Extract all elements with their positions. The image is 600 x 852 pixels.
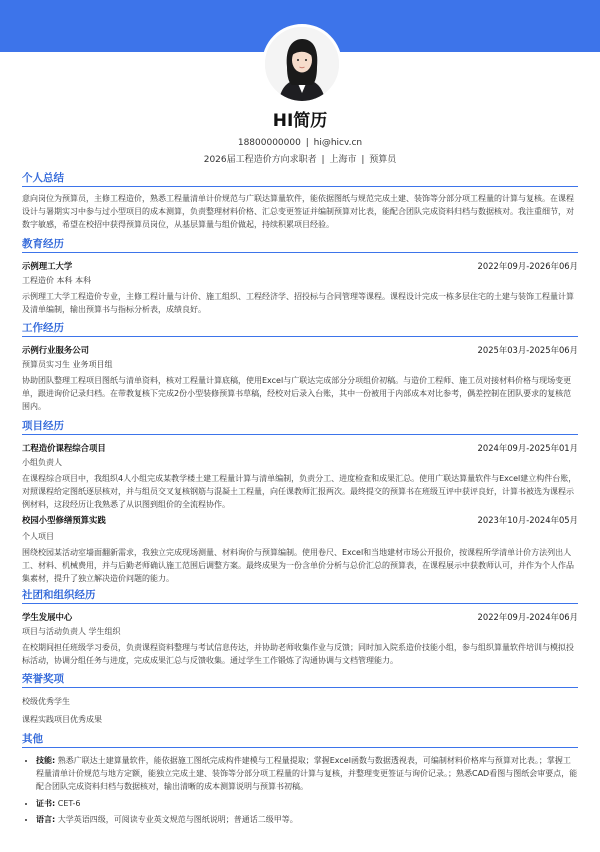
language-item <box>36 813 578 826</box>
section-title: 荣誉奖项 <box>22 673 64 685</box>
separator: | <box>305 138 309 148</box>
separator: | <box>361 155 365 165</box>
education-row <box>22 260 578 273</box>
work-section <box>22 321 578 414</box>
skills-text: 熟悉广联达土建算量软件，能依据施工图纸完成构件建模与工程量提取；掌握Excel函数与数据透视表，可编制材料价格库与预算对比表。；掌握工程量清单计价规范与地方定额，能独立完成土建、装饰等分部分项工程量的计算与复核，并整理变更签证与询价记录。；熟悉CAD看图与图纸会审要点，能配合团队完成资料归档与数据核对，输出清晰的成本测算说明与预算书初稿。 <box>36 756 578 792</box>
education-dates: 2022年09月-2026年06月 <box>477 261 578 271</box>
section-title: 项目经历 <box>22 420 64 432</box>
campus-role: 项目与活动负责人 学生组织 <box>22 627 121 636</box>
project-dates: 2024年09月-2025年01月 <box>477 443 578 453</box>
school-name: 示例理工大学 <box>22 261 73 271</box>
education-major: 工程造价 本科 本科 <box>22 276 92 285</box>
project-role: 小组负责人 <box>22 458 62 467</box>
cert-item <box>36 797 578 810</box>
job-target: 2026届工程造价方向求职者 <box>203 155 317 165</box>
summary-text: 意向岗位为预算员，主修工程造价，熟悉工程量清单计价规范与广联达算量软件，能依据图纸与规范完成土建、装饰等分部分项工程量的计算与复核。在课程设计与暑期实习中参与过小型项目的成本测算，负责整理材料价格、汇总变更签证并编制预算对比表，能配合团队完成资料归档与数据核对。我注重细节，对数字敏感，希望在校招中获得预算员岗位，从基层算量与组价做起，持续积累项目经验。 <box>22 194 574 230</box>
section-title: 社团和组织经历 <box>22 589 96 601</box>
email: hi@hicv.cn <box>313 138 363 148</box>
work-row <box>22 344 578 357</box>
section-divider <box>22 252 578 253</box>
section-divider <box>22 687 578 688</box>
award-item: 校级优秀学生 <box>22 697 70 706</box>
cert-text: CET-6 <box>57 798 81 808</box>
section-divider <box>22 186 578 187</box>
skills-item <box>36 754 578 794</box>
campus-section <box>22 588 578 667</box>
education-section <box>22 237 578 316</box>
org-name: 学生发展中心 <box>22 612 73 622</box>
desired-role: 预算员 <box>369 155 397 165</box>
project-role: 个人项目 <box>22 531 54 541</box>
cert-label: 证书: <box>36 798 56 808</box>
project-dates: 2023年10月-2024年05月 <box>477 514 578 525</box>
section-divider <box>22 336 578 337</box>
award-item: 课程实践项目优秀成果 <box>22 715 102 724</box>
awards-section <box>22 672 578 726</box>
work-dates: 2025年03月-2025年06月 <box>477 345 578 355</box>
section-title: 其他 <box>22 733 43 745</box>
work-position: 预算员实习生 业务项目组 <box>22 360 113 369</box>
phone: 18800000000 <box>237 138 301 148</box>
project-row <box>22 442 578 455</box>
other-list <box>22 754 578 826</box>
language-text: 大学英语四级，可阅读专业英文规范与图纸说明；普通话二级甲等。 <box>57 814 298 824</box>
intent-line <box>0 152 600 165</box>
campus-row <box>22 611 578 624</box>
section-divider <box>22 434 578 435</box>
section-title: 教育经历 <box>22 238 64 250</box>
summary-section <box>22 171 578 232</box>
education-desc: 示例理工大学工程造价专业，主修工程计量与计价、施工组织、工程经济学、招投标与合同管理等课程。课程设计完成一栋多层住宅的土建与装饰工程量计算及清单编制，输出预算书与指标分析表，成绩良好。 <box>22 292 574 315</box>
projects-section <box>22 419 578 585</box>
other-section <box>22 732 578 826</box>
skills-label: 技能: <box>36 756 56 765</box>
separator: | <box>321 155 325 165</box>
section-divider <box>22 747 578 748</box>
project-name: 校园小型修缮预算实践 <box>22 514 106 525</box>
city: 上海市 <box>329 155 357 165</box>
project-desc: 围绕校园某活动室墙面翻新需求，我独立完成现场测量、材料询价与预算编制。使用卷尺、Excel和当地建材市场公开报价，按课程所学清单计价方法列出人工、材料、机械费用，并与后勤老师确认施工范围后调整方案。最终成果为一份含单价分析与总价汇总的预算表，在课程展示中获教师认可，并作为个人作品集素材，提升了独立解决造价问题的能力。 <box>22 547 574 584</box>
avatar <box>262 24 342 104</box>
project-row <box>22 514 578 527</box>
page-title: HI简历 <box>272 111 328 131</box>
campus-dates: 2022年09月-2024年06月 <box>477 612 578 622</box>
profile-photo-icon <box>265 27 339 101</box>
language-label: 语言: <box>36 814 56 824</box>
project-name: 工程造价课程综合项目 <box>22 443 106 453</box>
section-title: 个人总结 <box>22 172 64 184</box>
section-divider <box>22 603 578 604</box>
project-desc: 在课程综合项目中，我组织4人小组完成某教学楼土建工程量计算与清单编制，负责分工、进度检查和成果汇总。使用广联达算量软件与Excel建立构件台账，对照课程给定图纸逐层核对，并与组员交叉复核钢筋与混凝土工程量，向任课教师汇报两次。最终提交的预算书在班级互评中获评良好，计算书被选为课程示例材料，这段经历让我熟悉了从识图到组价的全流程协作。 <box>22 474 577 510</box>
contact-line <box>0 138 600 148</box>
campus-desc: 在校期间担任班级学习委员，负责课程资料整理与考试信息传达，并协助老师收集作业与反馈；同时加入院系造价技能小组，参与组织算量软件培训与模拟投标活动，协调分组任务与进度，完成成果汇总与反馈收集。通过学生工作锻炼了沟通协调与文档管理能力。 <box>22 643 574 666</box>
company-name: 示例行业服务公司 <box>22 345 89 355</box>
work-desc: 协助团队整理工程项目图纸与清单资料，核对工程量计算底稿，使用Excel与广联达完成部分分项组价初稿。与造价工程师、施工员对接材料价格与现场变更单，跟进询价记录归档。在带教复核下完成2份小型装修预算书草稿，经校对后录入台账，其中一份被用于内部成本对比参考，偶差控制在团队要求的复核范围内。 <box>22 376 572 412</box>
section-title: 工作经历 <box>22 322 64 334</box>
